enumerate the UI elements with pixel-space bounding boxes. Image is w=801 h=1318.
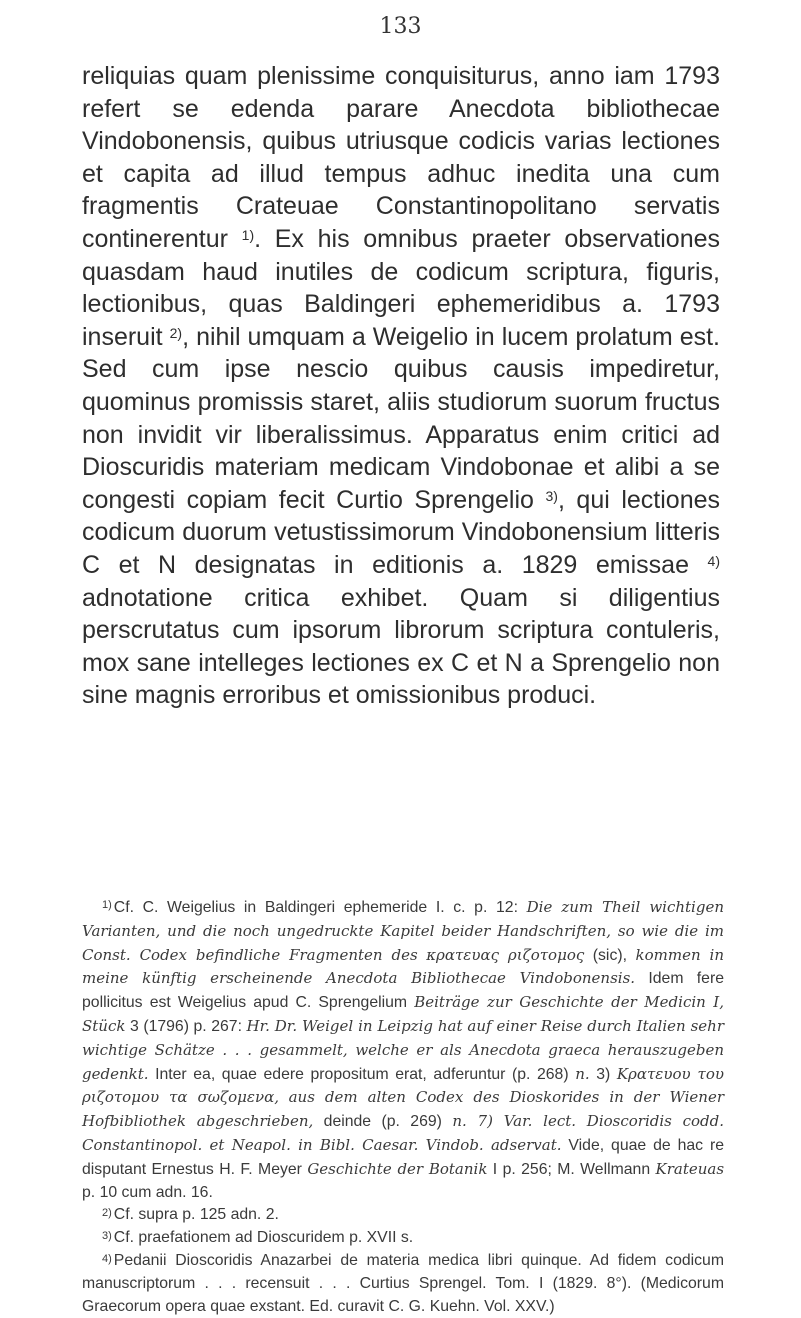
body-text-segment: , qui lectiones codicum duorum vetustissimorum Vindobonensium litteris C et N designatas in editionis a. 1829 emissae [82,485,721,579]
body-text [82,60,720,712]
body-text-segment: reliquias quam plenissime conquisiturus, anno iam 1793 refert se edenda parare Anecdota bibliothecae Vindobonensis, quibus utriusque codicis varias lectiones et capita ad illud tempus adhuc inedita una cum fragmentis Crateuae Constantinopolitano servatis continerentur [82,62,720,253]
footnote-mark: 2) [102,1207,112,1220]
footnote-ref-4[interactable]: 4) [707,552,720,569]
footnote-mark: 1) [102,899,112,911]
footnote-mark: 3) [102,1230,112,1243]
footnote-ref-1[interactable]: 1) [241,226,255,243]
body-text-segment: adnotatione critica exhibet. Quam si diligentius perscrutatus cum ipsorum librorum scriptura contuleris, mox sane intelleges lectiones ex C et N a Sprengelio non sine magnis erroribus et omissionibus produci. [82,583,720,710]
footnote-3: $^{3)}$ Cf. praefationem ad Dioscuridem p. XVII s. [102,1229,414,1247]
body-text-segment: . Ex his omnibus praeter observationes quasdam haud inutiles de codicum scriptura, figuris, lectionibus, quas Baldingeri ephemeridibus a. 1793 inseruit [82,224,720,351]
footnote-ref-2[interactable]: 2) [169,324,183,341]
body-text-segment: , nihil umquam a Weigelio in lucem prolatum est. Sed cum ipse nescio quibus causis impediretur, quominus promissis staret, aliis studiorum suorum fructus non invidit vir liberalissimus. Apparatus enim critici ad Dioscuridis materiam medicam Vindobonae et alibi a se congesti copiam fecit Curtio Sprengelio [82,322,720,514]
footnote-mark: 4) [102,1252,112,1265]
footnote-4: $^{4)}$ Pedanii Dioscoridis Anazarbei de materia medica libri quinque. Ad fidem codicum manuscriptorum . . . recensuit . . . Curtius Sprengel. Tom. I (1829. 8°). (Medicorum Graecorum opera quae exstant. Ed. curavit C. G. Kuehn. Vol. XXV.) [82,1251,724,1315]
body-paragraph [82,60,720,712]
footnotes [82,896,724,1318]
footnote-2: $^{2)}$ Cf. supra p. 125 adn. 2. [102,1206,279,1224]
footnote-1: $^{1)}$ Cf. C. Weigelius in Baldingeri ephemeride I. c. p. 12: Die zum Theil wichtigen Varianten, und die noch ungedruckte Kapitel beider Handschriften, so wie die im Const. Codex befindliche Fragmenten des κρατευας ριζοτομος (sic), kommen in meine künftig erscheinende Anecdota Bibliothecae Vindobonensis. Idem fere pollicitus est Weigelius apud C. Sprengelium Beiträge zur Geschichte der Medicin I, Stück 3 (1796) p. 267: Hr. Dr. Weigel in Leipzig hat auf einer Reise durch Italien sehr wichtige Schätze . . . gesammelt, welche er als Anecdota graeca herauszugeben gedenkt. Inter ea, quae edere propositum erat, adferuntur (p. 268) n. 3) Κρατευου του ριζοτομου τα σωζομενα, aus dem alten Codex des Dioskorides in der Wiener Hofbibliothek abgeschrieben, deinde (p. 269) n. 7) Var. lect. Dioscoridis codd. Constantinopol. et Neapol. in Bibl. Caesar. Vindob. adservat. Vide, quae de hac re disputant Ernestus H. F. Meyer Geschichte der Botanik I p. 256; M. Wellmann Krateuas p. 10 cum adn. 16. [82,898,725,1201]
page-number: 133 [379,14,422,39]
footnote-ref-3[interactable]: 3) [545,487,558,504]
